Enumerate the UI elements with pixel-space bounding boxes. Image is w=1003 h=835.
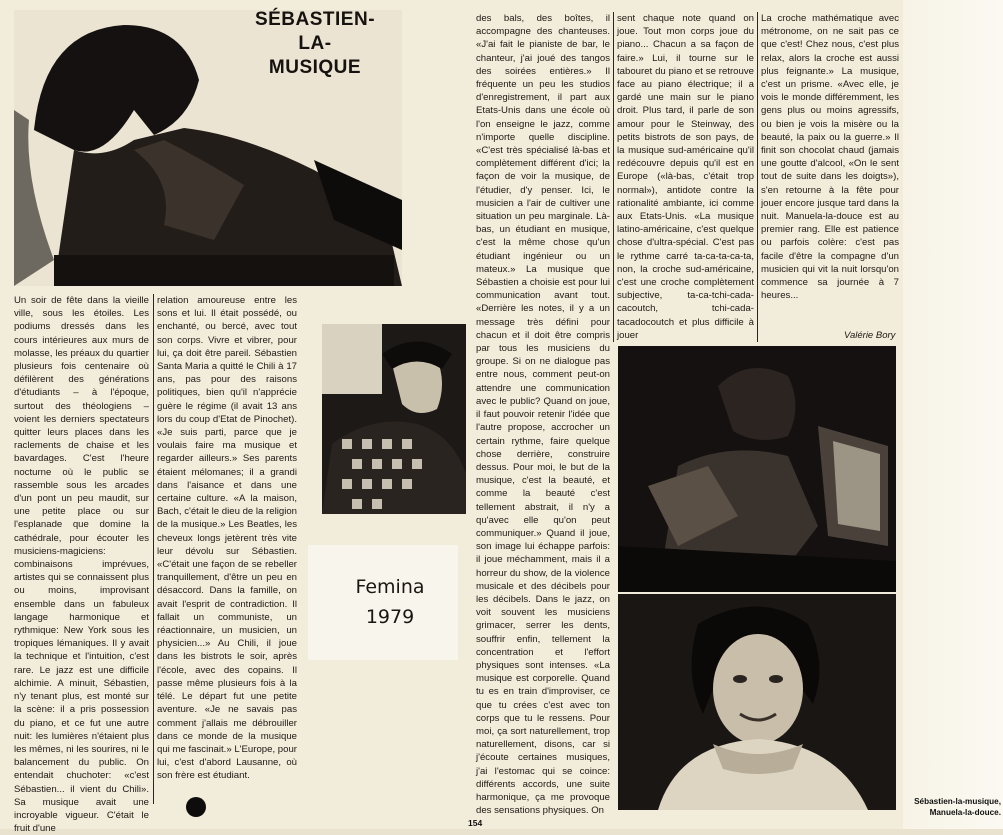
page-margin (903, 0, 1003, 829)
column-divider (153, 294, 154, 804)
column-3 (476, 12, 610, 822)
column-4-text: sent chaque note quand on joue. Tout mon corps joue du piano... Chacun a sa façon de faire.» Lui, il tourne sur le tabouret du piano et se retrouve face au piano électrique; il a gardé une main sur le piano droit. Plus tard, il parle de son amour pour le Steinway, des petits bistrots de son pays, de la musique sud-américaine qu'il redécouvre depuis qu'il est en Europe («là-bas, c'était trop normal»), antidote contre la rationalité ambiante, ici comme aux Etats-Unis. «La musique latino-américaine, c'est quelque chose d'ultra-spécial. C'est pas le rythme carré ta-ca-ta-ca-ta, non, la croche sud-américaine, c'est une croche complètement subjective, ta-ca-tchi-cada-cacoutch, tchi-cada-tacadocoutch et plus difficile à jouer (617, 13, 754, 341)
title-line: LA- (298, 33, 332, 54)
caption-line: Manuela-la-douce. (929, 808, 1001, 817)
column-divider (613, 12, 614, 342)
column-divider (757, 12, 758, 342)
column-1-text: Un soir de fête dans la vieille ville, sous les étoiles. Les podiums dressés dans les cours intérieures aux murs de molasse, les préaux du quartier plusieurs fois centenaire où défilèrent des générations d'étudiants – à l'époque, surtout des théologiens – voient les derniers spectateurs quitter leurs places dans les raclements de chaise et les bavardages. C'est l'heure nocturne où le public se rassemble sous les arcades d'un pont un peu maudit, sur une petite place ou sur l'esplanade que domine la cathédrale, pour écouter les musiciens-magiciens: combinaisons imprévues, artistes qui se connaissent plus ou moins, improvisant ensemble dans un fabuleux langage harmonique et rythmique: New York sous les tropiques lémaniques. Il y avait la technique et l'intuition, c'est rare. Le jazz est une difficile alchimie. A minuit, Sébastien, n'y tenant plus, est monté sur la scène: il a pris possession du piano, et ce fut une autre nuit: les lumières n'étaient plus les mêmes, ni les sourires, ni le balancement du public. On entendait chuchoter: «c'est Sébastien... il vient du Chili». Sa musique avait une incroyable vigueur. C'était le fruit d'une (14, 295, 149, 835)
femina-note (345, 572, 435, 632)
column-2 (157, 294, 297, 810)
caption-line: Sébastien-la-musique, (914, 797, 1001, 806)
column-5-text: La croche mathématique avec métronome, on ne sait pas ce que c'est! Chez nous, c'est plus relax, alors la croche est aussi plus feignante.» La musique, c'est un prisme. «Avec elle, je vois le monde différemment, les gens plus ou moins agressifs, ou bien je vois la misère ou la beauté, la paix ou la guerre.» Il finit son chocolat chaud (jamais une goutte d'alcool, «On le sent tout de suite dans les doigts»), s'en retourne à la fête pour jouer encore jusque tard dans la nuit. Manuela-la-douce est au premier rang. Elle est patience ou parfois colère: c'est pas facile d'être la compagne d'un musicien qui vit la nuit lorsqu'on commence sa journée à 7 heures... (761, 13, 899, 302)
photo-man-plaid-shirt (322, 324, 466, 514)
photo-caption (905, 796, 1001, 818)
title-line: SÉBASTIEN- (254, 9, 376, 30)
author-byline: Valérie Bory (844, 330, 896, 341)
column-1 (14, 294, 149, 835)
femina-year: 1979 (365, 606, 415, 628)
article-title (240, 8, 390, 80)
hole-punch-dot (186, 797, 206, 817)
column-2-text: relation amoureuse entre les sons et lui. Il était possédé, ou enchanté, ou bercé, avec tout son corps. Vivre et vibrer, pour lui, ça doit être pareil. Sébastien Santa Maria a quitté le Chili à 17 ans, pas pour des raisons politiques, bien qu'il n'apprécie guère le régime (il avait 13 ans lors du coup d'Etat de Pinochet). «Je suis parti, parce que je voulais faire ma musique et regarder ailleurs.» Ses parents étaient mélomanes; il a grandi dans l'aisance et dans une certaine culture. «A la maison, Bach, c'était le dieu de la religion de la musique.» Les Beatles, les cheveux longs jetèrent très vite leur dévolu sur Sébastien. «C'était une façon de se rebeller tranquillement, d'être un peu en désaccord. Dans la famille, on avait l'esprit de contradiction. Il fallait un communiste, un réactionnaire, un musicien, un physicien...» Au Chili, il joue dans les bistrots le soir, après l'école, avec des copains. Il passe même plusieurs fois à la télé. Le départ fut une petite aventure. «Je ne savais pas comment j'allais me débrouiller dans ce monde de la musique qui me fascinait.» L'Europe, pour lui, c'est d'abord Lausanne, où son frère est étudiant. (157, 295, 297, 782)
column-3-text: des bals, des boîtes, il accompagne des chanteuses. «J'ai fait le pianiste de bar, le chanteur, j'ai joué des tangos des soirées entières.» Il fréquente un peu les studios d'enregistrement, il part aux Etats-Unis dans une école où l'on enseigne le jazz, comme n'importe quelle discipline. «C'est très spécialisé là-bas et complètement différent d'ici; la façon de voir la musique, de l'étudier, d'y penser. Ici, le musicien a l'air de cultiver une situation un peu marginale. Là-bas, un étudiant en musique, c'est la même chose qu'un étudiant ingénieur ou un mateux.» La musique que Sébastien a choisie est pour lui communication avant tout. «Derrière les notes, il y a un message très défini pour chacun et il doit être compris par tous les musiciens du groupe. Si on ne dialogue pas entre nous, comment peut-on attendre une communication avec le public? Quand on joue, il faut pouvoir retenir l'idée que l'autre propose, accrocher un certain rythme, faire quelque chose derrière, construire dessus. Pour moi, le but de la musique, c'est la beauté, et comme la beauté c'est tellement abstrait, il n'y a qu'avec elle qu'on peut communiquer.» Quand il joue, son image lui échappe parfois: il joue méchamment, mais il a horreur du show, de la violence musicale et des décibels pour les décibels. Dans le jazz, on voit souvent les musiciens grimacer, serrer les dents, souffrir enfin, tellement la concentration et l'effort physiques sont intenses. «La musique est corporelle. Quand tu es en train d'improviser, ce que tu crées c'est avec ton corps que tu le ressens. Pour moi, ça sort naturellement, trop naturellement, disons, car si j'écoute certaines musiques, j'ai l'estomac qui se coince: différents accords, une suite harmonique, ça me provoque des sensations physiques. On (476, 13, 610, 817)
page-number: 154 (468, 818, 483, 828)
femina-label: Femina (355, 576, 425, 598)
photo-pianist-right (618, 346, 896, 592)
column-5 (761, 12, 899, 330)
column-4 (617, 12, 754, 342)
photo-woman (618, 594, 896, 810)
title-line: MUSIQUE (268, 57, 362, 78)
